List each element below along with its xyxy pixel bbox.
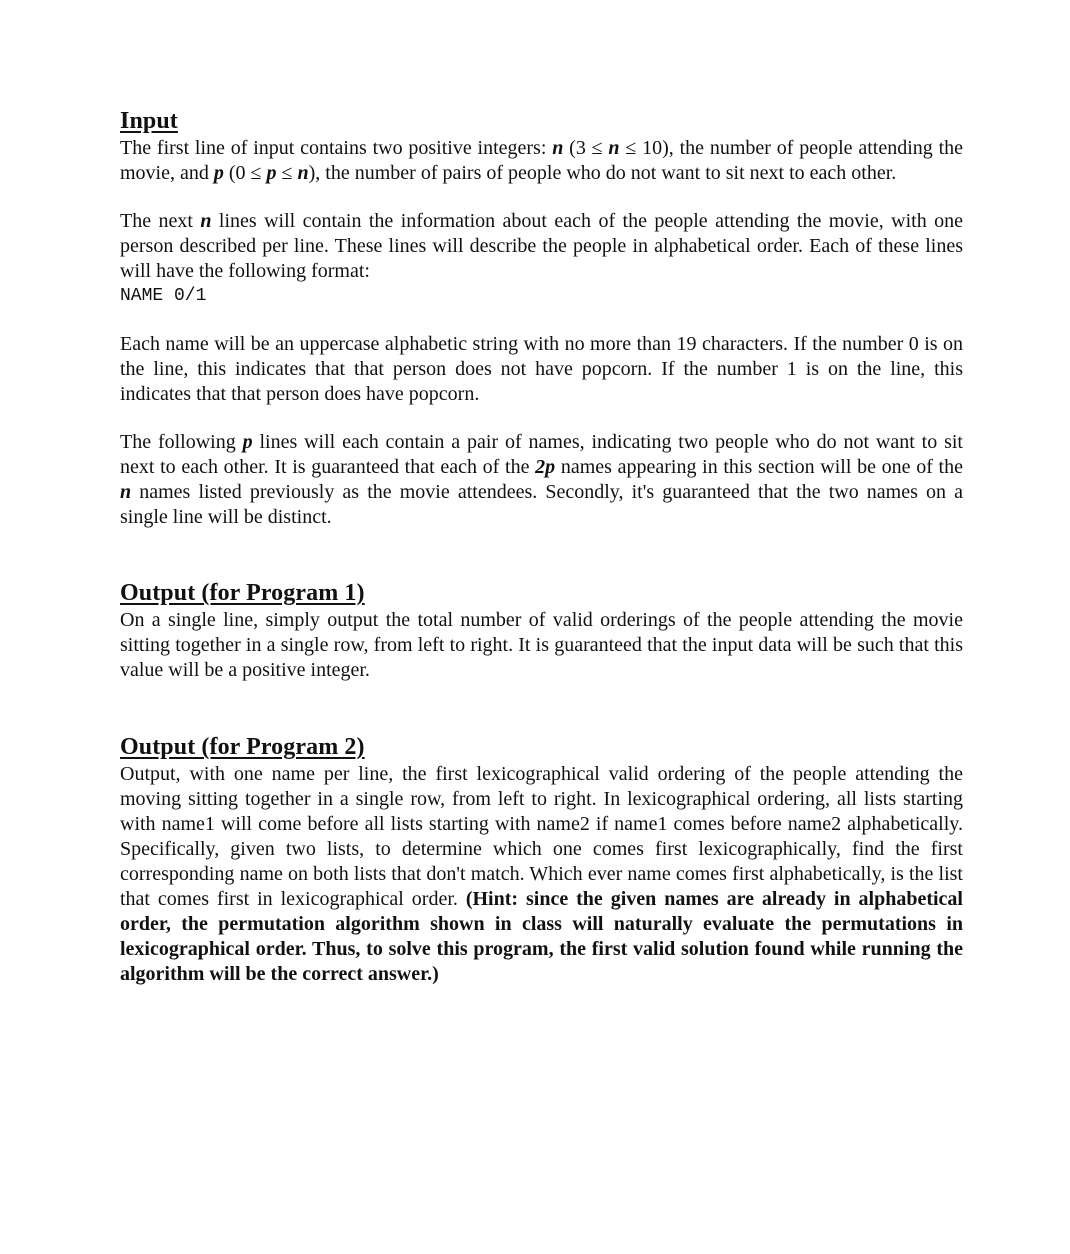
var-n: n (200, 210, 212, 232)
input-paragraph-3: Each name will be an uppercase alphabetic string with no more than 19 characters. If the number 0 is on the line, this indicates that that person does not have popcorn. If the number 1 is on the line, this indicates that that person does have popcorn. (120, 333, 963, 405)
input-heading: Input (120, 108, 178, 134)
document-page (120, 106, 963, 987)
text: The next (120, 210, 201, 232)
output2-heading: Output (for Program 2) (120, 734, 365, 760)
text: names appearing in this section will be one of the (555, 456, 963, 478)
text: lines will contain the information about each of the people attending the movie, with one person described per line. These lines will describe the people in alphabetical order. Each of these lines will have the following format: (120, 210, 963, 282)
input-paragraph-1 (120, 136, 963, 186)
text: ≤ 10), the number of people attending the movie, and (120, 137, 964, 184)
text: ≤ (276, 162, 298, 184)
output2-paragraph (120, 762, 963, 987)
var-n: n (552, 137, 564, 159)
text: lines will each contain a pair of names, indicating two people who do not want to sit next to each other. It is guaranteed that each of the (120, 431, 963, 478)
text: Output, with one name per line, the first lexicographical valid ordering of the people attending the moving sitting together in a single row, from left to right. In lexicographical ordering, all lists starting with name1 will come before all lists starting with name2 if name1 comes before name2 alphabetically. Specifically, given two lists, to determine which one comes first lexicographically, find the first corresponding name on both lists that don't match. Which ever name comes first alphabetically, is the list that comes first in lexicographical order. (120, 763, 963, 910)
var-p: p (266, 162, 277, 184)
text: ), the number of pairs of people who do not want to sit next to each other. (308, 162, 897, 184)
text: The following (120, 431, 243, 453)
text: (3 ≤ (563, 137, 609, 159)
hint-text: (Hint: since the given names are already in alphabetical order, the permutation algorithm shown in class will naturally evaluate the permutations in lexicographical order. Thus, to solve this program, the first valid solution found while running the algorithm will be the correct answer.) (120, 888, 963, 985)
input-paragraph-4 (120, 430, 963, 530)
var-n: n (120, 481, 132, 503)
text: (0 ≤ (223, 162, 267, 184)
var-n: n (297, 162, 309, 184)
format-line: NAME 0/1 (120, 286, 207, 306)
text: names listed previously as the movie attendees. Secondly, it's guaranteed that the two names on a single line will be distinct. (120, 481, 963, 528)
var-2p: 2p (535, 456, 556, 478)
output1-heading: Output (for Program 1) (120, 580, 365, 606)
var-n: n (608, 137, 620, 159)
var-p: p (213, 162, 224, 184)
text: The first line of input contains two positive integers: (120, 137, 553, 159)
output1-paragraph: On a single line, simply output the total number of valid orderings of the people attending the movie sitting together in a single row, from left to right. It is guaranteed that the input data will be such that this value will be a positive integer. (120, 609, 963, 681)
var-p: p (242, 431, 253, 453)
input-paragraph-2 (120, 209, 963, 284)
